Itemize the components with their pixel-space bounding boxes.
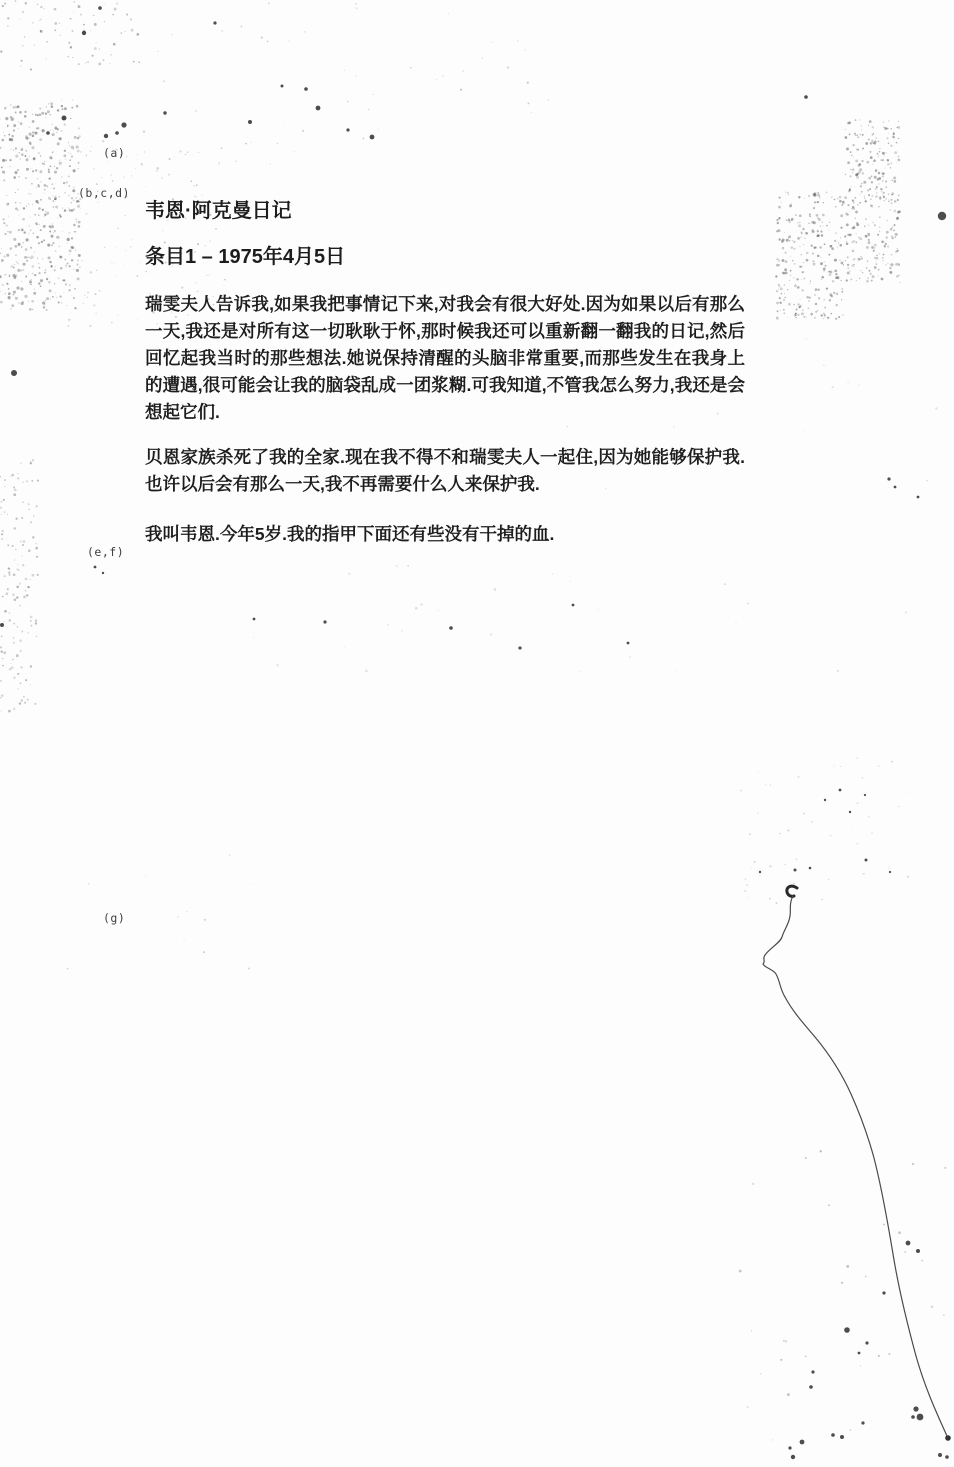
annotation-marker-a: (a) <box>103 146 126 160</box>
annotation-marker-g: (g) <box>103 911 126 925</box>
entry-heading: 条目1 – 1975年4月5日 <box>145 246 346 268</box>
hair-strand-end-dot <box>945 1435 951 1441</box>
diary-paragraph-3: 我叫韦恩.今年5岁.我的指甲下面还有些没有干掉的血. <box>145 524 555 544</box>
diary-paragraph-2: 贝恩家族杀死了我的全家.现在我不得不和瑞雯夫人一起住,因为她能够保护我.也许以后会有那么一天,我不再需要什么人来保护我. <box>145 447 745 494</box>
diary-title: 韦恩·阿克曼日记 <box>145 200 292 222</box>
hair-strand-line <box>763 896 947 1436</box>
diary-paragraph-1: 瑞雯夫人告诉我,如果我把事情记下来,对我会有很大好处.因为如果以后有那么一天,我还是对所有这一切耿耿于怀,那时候我还可以重新翻一翻我的日记,然后回忆起我当时的那些想法.她说保持清醒的头脑非常重要,而那些发生在我身上的遭遇,很可能会让我的脑袋乱成一团浆糊.可我知道,不管我怎么努力,我还是会想起它们. <box>145 294 745 422</box>
annotation-marker-bcd: (b,c,d) <box>78 186 130 200</box>
hair-strand-curl <box>787 886 797 896</box>
annotation-marker-ef: (e,f) <box>87 545 125 559</box>
